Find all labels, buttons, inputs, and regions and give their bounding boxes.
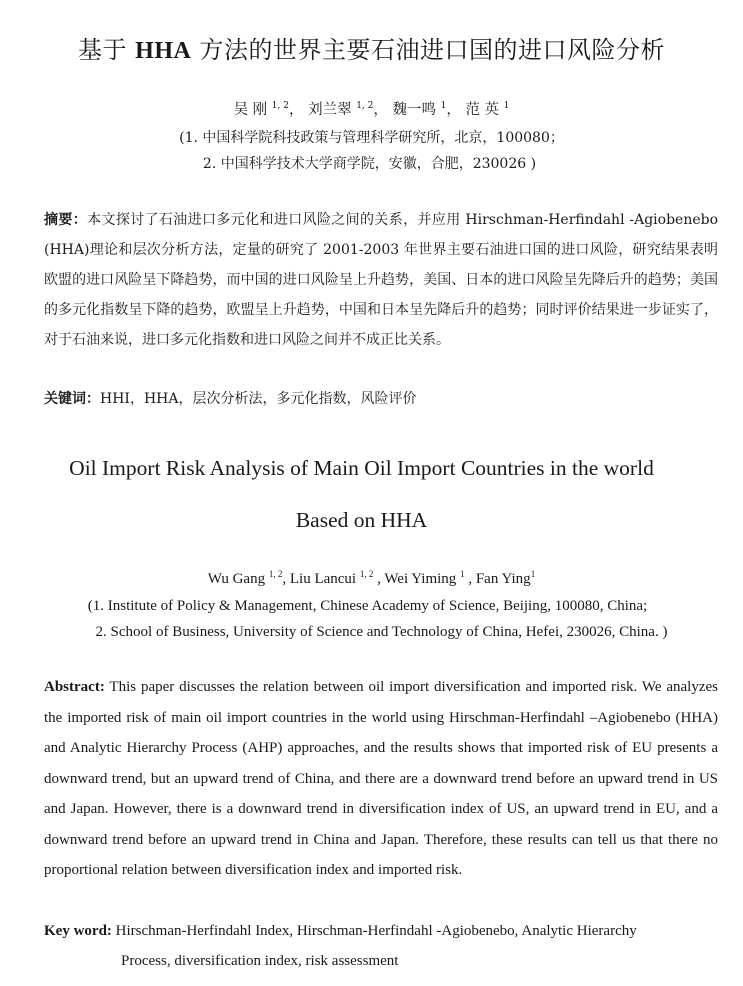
english-title-line-2: Based on HHA (295, 508, 428, 532)
chinese-authors (0, 98, 743, 119)
author-en-1: Wu Gang $^{1, 2}$, (207, 569, 290, 587)
chinese-title-suffix: 方法的世界主要石油进口国的进口风险分析 (191, 36, 665, 64)
english-keywords-line-1: Hirschman-Herfindahl Index, Hirschman-Herfindahl -Agiobenebo, Analytic Hierarchy (115, 923, 637, 939)
english-affiliation-1: (1. Institute of Policy & Management, Chinese Academy of Science, Beijing, 100080, China; (87, 598, 648, 614)
english-abstract (44, 672, 718, 886)
chinese-abstract-label: 摘要： (44, 212, 88, 228)
english-keywords-line-2: Process, diversification index, risk assessment (121, 953, 399, 969)
author-en-2: Liu Lancui $^{1, 2}$ , (289, 569, 385, 587)
author-en-3: Wei Yiming $^1$ , (384, 569, 476, 587)
author-cn-2: 刘兰翠 $^{1, 2}$， (308, 101, 388, 118)
chinese-affiliation-1: (1. 中国科学院科技政策与管理科学研究所，北京，100080； (179, 130, 564, 146)
english-authors (0, 571, 743, 588)
chinese-keywords-label: 关键词： (44, 391, 100, 407)
english-keywords-label: Key word: (44, 923, 112, 939)
english-abstract-label: Abstract: (44, 679, 105, 695)
english-title-line-1: Oil Import Risk Analysis of Main Oil Import Countries in the world (69, 456, 654, 480)
chinese-title-prefix: 基于 (78, 36, 136, 64)
author-en-4: Fan Ying$^1$ (475, 569, 536, 587)
author-cn-1: 吴 刚 $^{1, 2}$， (233, 101, 309, 118)
author-cn-3: 魏一鸣 $^1$， (392, 101, 461, 118)
author-cn-4: 范 英 $^1$ (465, 101, 510, 118)
chinese-abstract (44, 205, 718, 355)
chinese-affiliation-2: 2. 中国科学技术大学商学院，安徽，合肥，230026 ) (202, 156, 537, 172)
english-abstract-text: This paper discusses the relation between oil import diversification and imported risk. We analyzes the imported risk of main oil import countries in the world using Hirschman-Herfindahl –Agiobenebo (HHA) and Analytic Hierarchy Process (AHP) approaches, and the results shows that imported risk of EU presents a downward trend, but an upward trend of China, and there are a downward trend before an upward trend in US and Japan. However, there is a downward trend in diversification index of US, an upward trend in EU, and a downward trend before an upward trend in China and Japan. Therefore, these results can tell us that there no proportional relation between diversification index and imported risk. (44, 679, 718, 878)
chinese-abstract-text: 本文探讨了石油进口多元化和进口风险之间的关系，并应用 Hirschman-Herfindahl -Agiobenebo (HHA)理论和层次分析方法，定量的研究了 2001-2003 年世界主要石油进口国的进口风险，研究结果表明欧盟的进口风险呈下降趋势，而中国的进口风险呈上升趋势，美国、日本的进口风险呈先降后升的趋势；美国的多元化指数呈下降的趋势，欧盟呈上升趋势，中国和日本呈先降后升的趋势；同时评价结果进一步证实了，对于石油来说，进口多元化指数和进口风险之间并不成正比关系。 (44, 212, 719, 348)
chinese-keywords (44, 384, 718, 414)
chinese-title-hha: HHA (135, 38, 192, 64)
chinese-title (0, 30, 743, 65)
english-affiliation-2: 2. School of Business, University of Science and Technology of China, Hefei, 230026, China. ) (95, 624, 668, 640)
english-keywords (44, 916, 718, 976)
chinese-keywords-text: HHI，HHA，层次分析法，多元化指数，风险评价 (100, 391, 417, 407)
